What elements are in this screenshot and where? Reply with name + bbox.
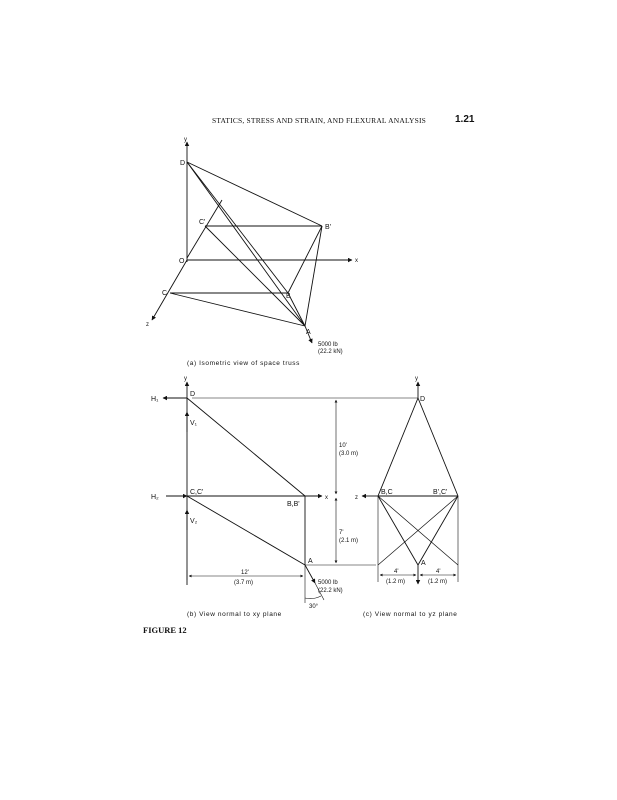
xy-label-H2: H₂ bbox=[151, 494, 159, 501]
yz-label-z: z bbox=[355, 495, 358, 501]
dim-horiz-m: (3.7 m) bbox=[234, 580, 254, 586]
isometric-view bbox=[146, 137, 358, 367]
yz-dim-left-ft: 4' bbox=[394, 569, 399, 575]
iso-label-B: B bbox=[286, 293, 291, 300]
yz-dim-right-ft: 4' bbox=[436, 569, 441, 575]
yz-member-BA bbox=[378, 496, 418, 565]
xy-caption: (b) View normal to xy plane bbox=[187, 611, 282, 618]
iso-load-kn: (22.2 kN) bbox=[318, 349, 343, 355]
xy-label-H1: H₁ bbox=[151, 396, 159, 403]
iso-label-y: y bbox=[184, 137, 187, 143]
xy-label-BB: B,B' bbox=[287, 501, 300, 508]
dim-bot-ft: 7' bbox=[339, 530, 344, 536]
iso-label-C-prime: C' bbox=[199, 219, 206, 226]
xy-label-CC: C,C' bbox=[190, 489, 204, 496]
yz-label-y: y bbox=[415, 376, 418, 382]
yz-label-D: D bbox=[420, 396, 426, 403]
xy-label-D: D bbox=[190, 391, 196, 398]
xy-label-x: x bbox=[325, 495, 328, 501]
iso-label-A: A bbox=[306, 329, 311, 336]
xy-member-DA bbox=[187, 398, 305, 496]
iso-caption: (a) Isometric view of space truss bbox=[187, 360, 300, 367]
iso-label-x: x bbox=[355, 258, 358, 264]
xy-load-arrow bbox=[305, 565, 315, 583]
iso-label-O: O bbox=[179, 258, 185, 265]
yz-member-B-primeA bbox=[418, 496, 458, 565]
iso-load-lb: 5000 lb bbox=[318, 342, 338, 348]
running-header: STATICS, STRESS AND STRAIN, AND FLEXURAL ANALYSIS bbox=[212, 116, 427, 125]
xy-label-V1: V₁ bbox=[190, 420, 198, 427]
xy-angle-label: 30° bbox=[309, 604, 319, 610]
yz-caption: (c) View normal to yz plane bbox=[363, 611, 458, 618]
xy-label-V2: V₂ bbox=[190, 518, 198, 525]
figure-label: FIGURE 12 bbox=[143, 625, 187, 635]
dim-top-ft: 10' bbox=[339, 443, 347, 449]
yz-label-BC-prime: B',C' bbox=[433, 489, 448, 496]
member-B'B bbox=[288, 226, 322, 293]
member-B'A bbox=[305, 226, 322, 326]
dim-bot-m: (2.1 m) bbox=[339, 538, 359, 544]
yz-plane-view bbox=[355, 376, 458, 618]
xy-load-kn: (22.2 kN) bbox=[318, 588, 343, 594]
yz-label-BC: B,C bbox=[381, 489, 393, 496]
xy-label-A: A bbox=[308, 558, 313, 565]
xy-label-y: y bbox=[184, 376, 187, 382]
iso-label-B-prime: B' bbox=[325, 224, 332, 231]
yz-dim-left-m: (1.2 m) bbox=[386, 579, 406, 585]
iso-label-C: C bbox=[162, 290, 168, 297]
yz-member-DB-prime bbox=[418, 398, 458, 496]
member-DB bbox=[187, 162, 288, 293]
xy-load-lb: 5000 lb bbox=[318, 580, 338, 586]
member-C'A bbox=[205, 226, 305, 326]
iso-z-axis bbox=[152, 260, 187, 320]
iso-label-z: z bbox=[146, 322, 149, 328]
dim-top-m: (3.0 m) bbox=[339, 451, 359, 457]
yz-dim-right-m: (1.2 m) bbox=[428, 579, 448, 585]
dim-horiz-ft: 12' bbox=[241, 570, 249, 576]
member-DB' bbox=[187, 162, 322, 226]
yz-label-A: A bbox=[421, 560, 426, 567]
page-number: 1.21 bbox=[455, 114, 475, 125]
yz-member-DB bbox=[378, 398, 418, 496]
iso-axis-stub bbox=[187, 200, 222, 258]
angle-arc bbox=[305, 596, 321, 599]
iso-label-D: D bbox=[180, 160, 186, 167]
